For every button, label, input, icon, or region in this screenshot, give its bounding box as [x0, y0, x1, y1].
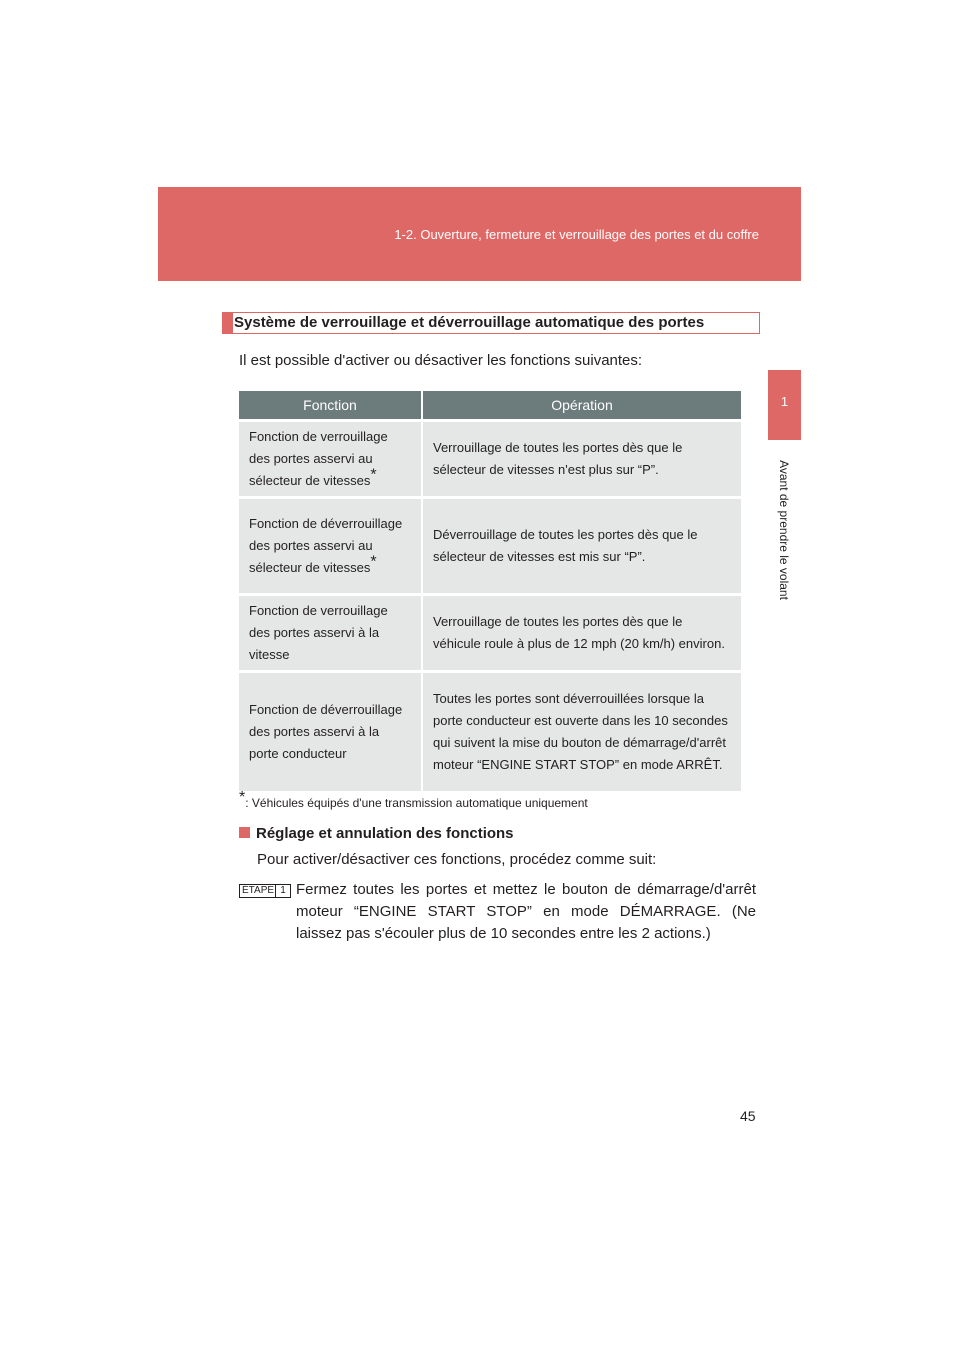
- chapter-label: Avant de prendre le volant: [777, 460, 791, 600]
- step-badge: [239, 884, 291, 898]
- section-heading: [222, 312, 760, 334]
- table-header-operation: Opération: [422, 391, 741, 421]
- subsection-heading: [239, 825, 514, 842]
- table-header-function: Fonction: [239, 391, 422, 421]
- page-number: 45: [740, 1108, 756, 1124]
- subsection-heading-text: Réglage et annulation des fonctions: [256, 825, 514, 842]
- operation-cell: Déverrouillage de toutes les portes dès que le sélecteur de vitesses est mis sur “P”.: [422, 498, 741, 595]
- step-label: ÉTAPE: [242, 885, 275, 896]
- table-row: [239, 421, 741, 498]
- operation-cell: Verrouillage de toutes les portes dès que le sélecteur de vitesses n'est plus sur “P”.: [422, 421, 741, 498]
- footnote-asterisk: *: [239, 789, 246, 806]
- functions-table: [239, 391, 741, 791]
- header-band: [158, 187, 801, 281]
- section-heading-text: Système de verrouillage et déverrouillage automatique des portes: [234, 314, 705, 331]
- step-number: 1: [275, 885, 290, 897]
- function-cell: Fonction de verrouillage des portes asservi à la vitesse: [239, 595, 422, 672]
- operation-cell: Verrouillage de toutes les portes dès que le véhicule roule à plus de 12 mph (20 km/h) environ.: [422, 595, 741, 672]
- operation-cell: Toutes les portes sont déverrouillées lorsque la porte conducteur est ouverte dans les 10 secondes qui suivent la mise du bouton de démarrage/d'arrêt moteur “ENGINE START STOP” en mode ARRÊT.: [422, 672, 741, 792]
- square-bullet-icon: [239, 827, 250, 838]
- intro-text: Il est possible d'activer ou désactiver les fonctions suivantes:: [239, 352, 643, 369]
- table-row: [239, 672, 741, 792]
- footnote-text: : Véhicules équipés d'une transmission automatique uniquement: [245, 796, 588, 810]
- subsection-text: Pour activer/désactiver ces fonctions, procédez comme suit:: [257, 851, 657, 868]
- chapter-tab: [768, 370, 801, 440]
- step-text: Fermez toutes les portes et mettez le bouton de démarrage/d'arrêt moteur “ENGINE START STOP” en mode DÉMARRAGE. (Ne laissez pas s'écouler plus de 10 secondes entre les 2 actions.): [296, 881, 756, 942]
- asterisk-mark: *: [370, 466, 377, 484]
- function-cell: Fonction de déverrouillage des portes asservi au sélecteur de vitesses*: [239, 498, 422, 595]
- function-cell: Fonction de déverrouillage des portes asservi à la porte conducteur: [239, 672, 422, 792]
- footnote: [239, 789, 588, 810]
- heading-accent-bar: [223, 313, 233, 333]
- asterisk-mark: *: [370, 553, 377, 571]
- table-row: [239, 595, 741, 672]
- chapter-number: 1: [780, 394, 789, 409]
- breadcrumb: 1-2. Ouverture, fermeture et verrouillage des portes et du coffre: [394, 227, 759, 242]
- table-row: [239, 498, 741, 595]
- function-cell: Fonction de verrouillage des portes asservi au sélecteur de vitesses*: [239, 421, 422, 498]
